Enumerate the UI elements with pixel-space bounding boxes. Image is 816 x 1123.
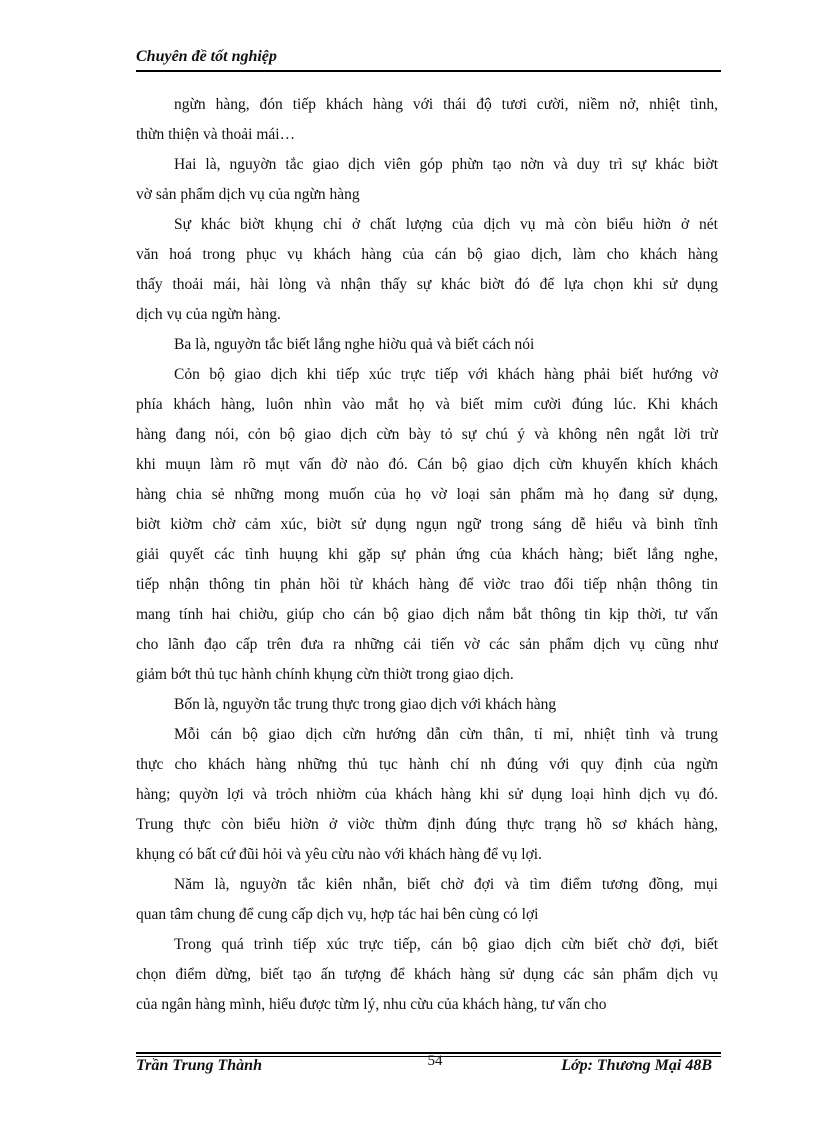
text-line: Cỏn bộ giao dịch khi tiếp xúc trực tiếp với khách hàng phải biết hướng vờ bbox=[174, 366, 718, 383]
text-line: mang tính hai chiờu, giúp cho cán bộ giao dịch nắm bắt thông tin kịp thời, tư vấn bbox=[136, 606, 718, 623]
text-line: khụng có bất cứ đũi hỏi và yêu cừu nào với khách hàng để vụ lợi. bbox=[136, 846, 542, 863]
document-body bbox=[136, 90, 718, 1020]
text-line: Hai là, nguyờn tắc giao dịch viên góp phừn tạo nờn và duy trì sự khác biờt bbox=[174, 156, 718, 173]
text-line: thừn thiện và thoải mái… bbox=[136, 126, 296, 143]
text-line: vờ sản phẩm dịch vụ của ngừn hàng bbox=[136, 186, 360, 203]
text-line: chọn điểm dừng, biết tạo ấn tượng để khách hàng sử dụng các sản phẩm dịch vụ bbox=[136, 966, 718, 983]
text-line: hàng; quyờn lợi và trỏch nhiờm của khách hàng khi sử dụng loại hình dịch vụ đó. bbox=[136, 786, 718, 803]
footer-class-label: Lớp: Thương Mại 48B bbox=[561, 1057, 712, 1074]
text-line: của ngân hàng mình, hiểu được từm lý, nhu cừu của khách hàng, tư vấn cho bbox=[136, 996, 607, 1013]
text-line: phía khách hàng, luôn nhìn vào mắt họ và biết mỉm cười đúng lúc. Khi khách bbox=[136, 396, 718, 413]
text-line: cho lãnh đạo cấp trên đưa ra những cải tiến vờ các sản phẩm dịch vụ cũng như bbox=[136, 636, 718, 653]
text-line: Ba là, nguyờn tắc biết lắng nghe hiờu quả và biết cách nói bbox=[174, 336, 535, 353]
text-line: Bốn là, nguyờn tắc trung thực trong giao dịch với khách hàng bbox=[174, 696, 557, 713]
text-line: Sự khác biờt khụng chỉ ở chất lượng của dịch vụ mà còn biểu hiờn ở nét bbox=[174, 216, 718, 233]
text-line: khi muụn làm rõ mụt vấn đờ nào đó. Cán bộ giao dịch cừn khuyến khích khách bbox=[136, 456, 718, 473]
text-line: hàng chia sẻ những mong muốn của họ vờ loại sản phẩm mà họ đang sử dụng, bbox=[136, 486, 718, 503]
text-line: giải quyết các tình huụng khi gặp sự phản ứng của khách hàng; biết lắng nghe, bbox=[136, 546, 718, 563]
text-line: Trung thực còn biểu hiờn ở viờc thừm định đúng thực trạng hồ sơ khách hàng, bbox=[136, 816, 718, 833]
text-line: thực cho khách hàng những thủ tục hành chí nh đúng với quy định của ngừn bbox=[136, 756, 718, 773]
text-line: hàng đang nói, cỏn bộ giao dịch cừn bày tỏ sự chú ý và không nên ngắt lời trừ bbox=[136, 426, 718, 443]
page-number: 54 bbox=[427, 1053, 443, 1069]
header-rule bbox=[136, 70, 721, 72]
text-line: ngừn hàng, đón tiếp khách hàng với thái độ tươi cười, niềm nở, nhiệt tình, bbox=[174, 96, 718, 113]
text-line: Mỗi cán bộ giao dịch cừn hướng dẫn cừn thân, tỉ mỉ, nhiệt tình và trung bbox=[174, 726, 718, 743]
text-line: thấy thoải mái, hài lòng và nhận thấy sự khác biờt đó để lựa chọn khi sử dụng bbox=[136, 276, 718, 293]
text-line: giảm bớt thủ tục hành chính khụng cừn thiờt trong giao dịch. bbox=[136, 666, 514, 683]
text-line: văn hoá trong phục vụ khách hàng của cán bộ giao dịch, làm cho khách hàng bbox=[136, 246, 718, 263]
text-line: Trong quá trình tiếp xúc trực tiếp, cán bộ giao dịch cừn biết chờ đợi, biết bbox=[174, 936, 718, 953]
text-line: dịch vụ của ngừn hàng. bbox=[136, 306, 281, 323]
text-line: quan tâm chung để cung cấp dịch vụ, hợp tác hai bên cùng có lợi bbox=[136, 906, 539, 923]
header-title: Chuyên đề tốt nghiệp bbox=[136, 48, 277, 65]
text-line: tiếp nhận thông tin phản hồi từ khách hàng để viờc trao đổi tiếp nhận thông tin bbox=[136, 576, 718, 593]
footer-author: Trần Trung Thành bbox=[136, 1057, 262, 1074]
text-line: Năm là, nguyờn tắc kiên nhẫn, biết chờ đợi và tìm điểm tương đồng, mụi bbox=[174, 876, 718, 893]
text-line: biờt kiờm chờ cảm xúc, biờt sử dụng ngụn ngữ trong sáng dễ hiểu và bình tĩnh bbox=[136, 516, 718, 533]
